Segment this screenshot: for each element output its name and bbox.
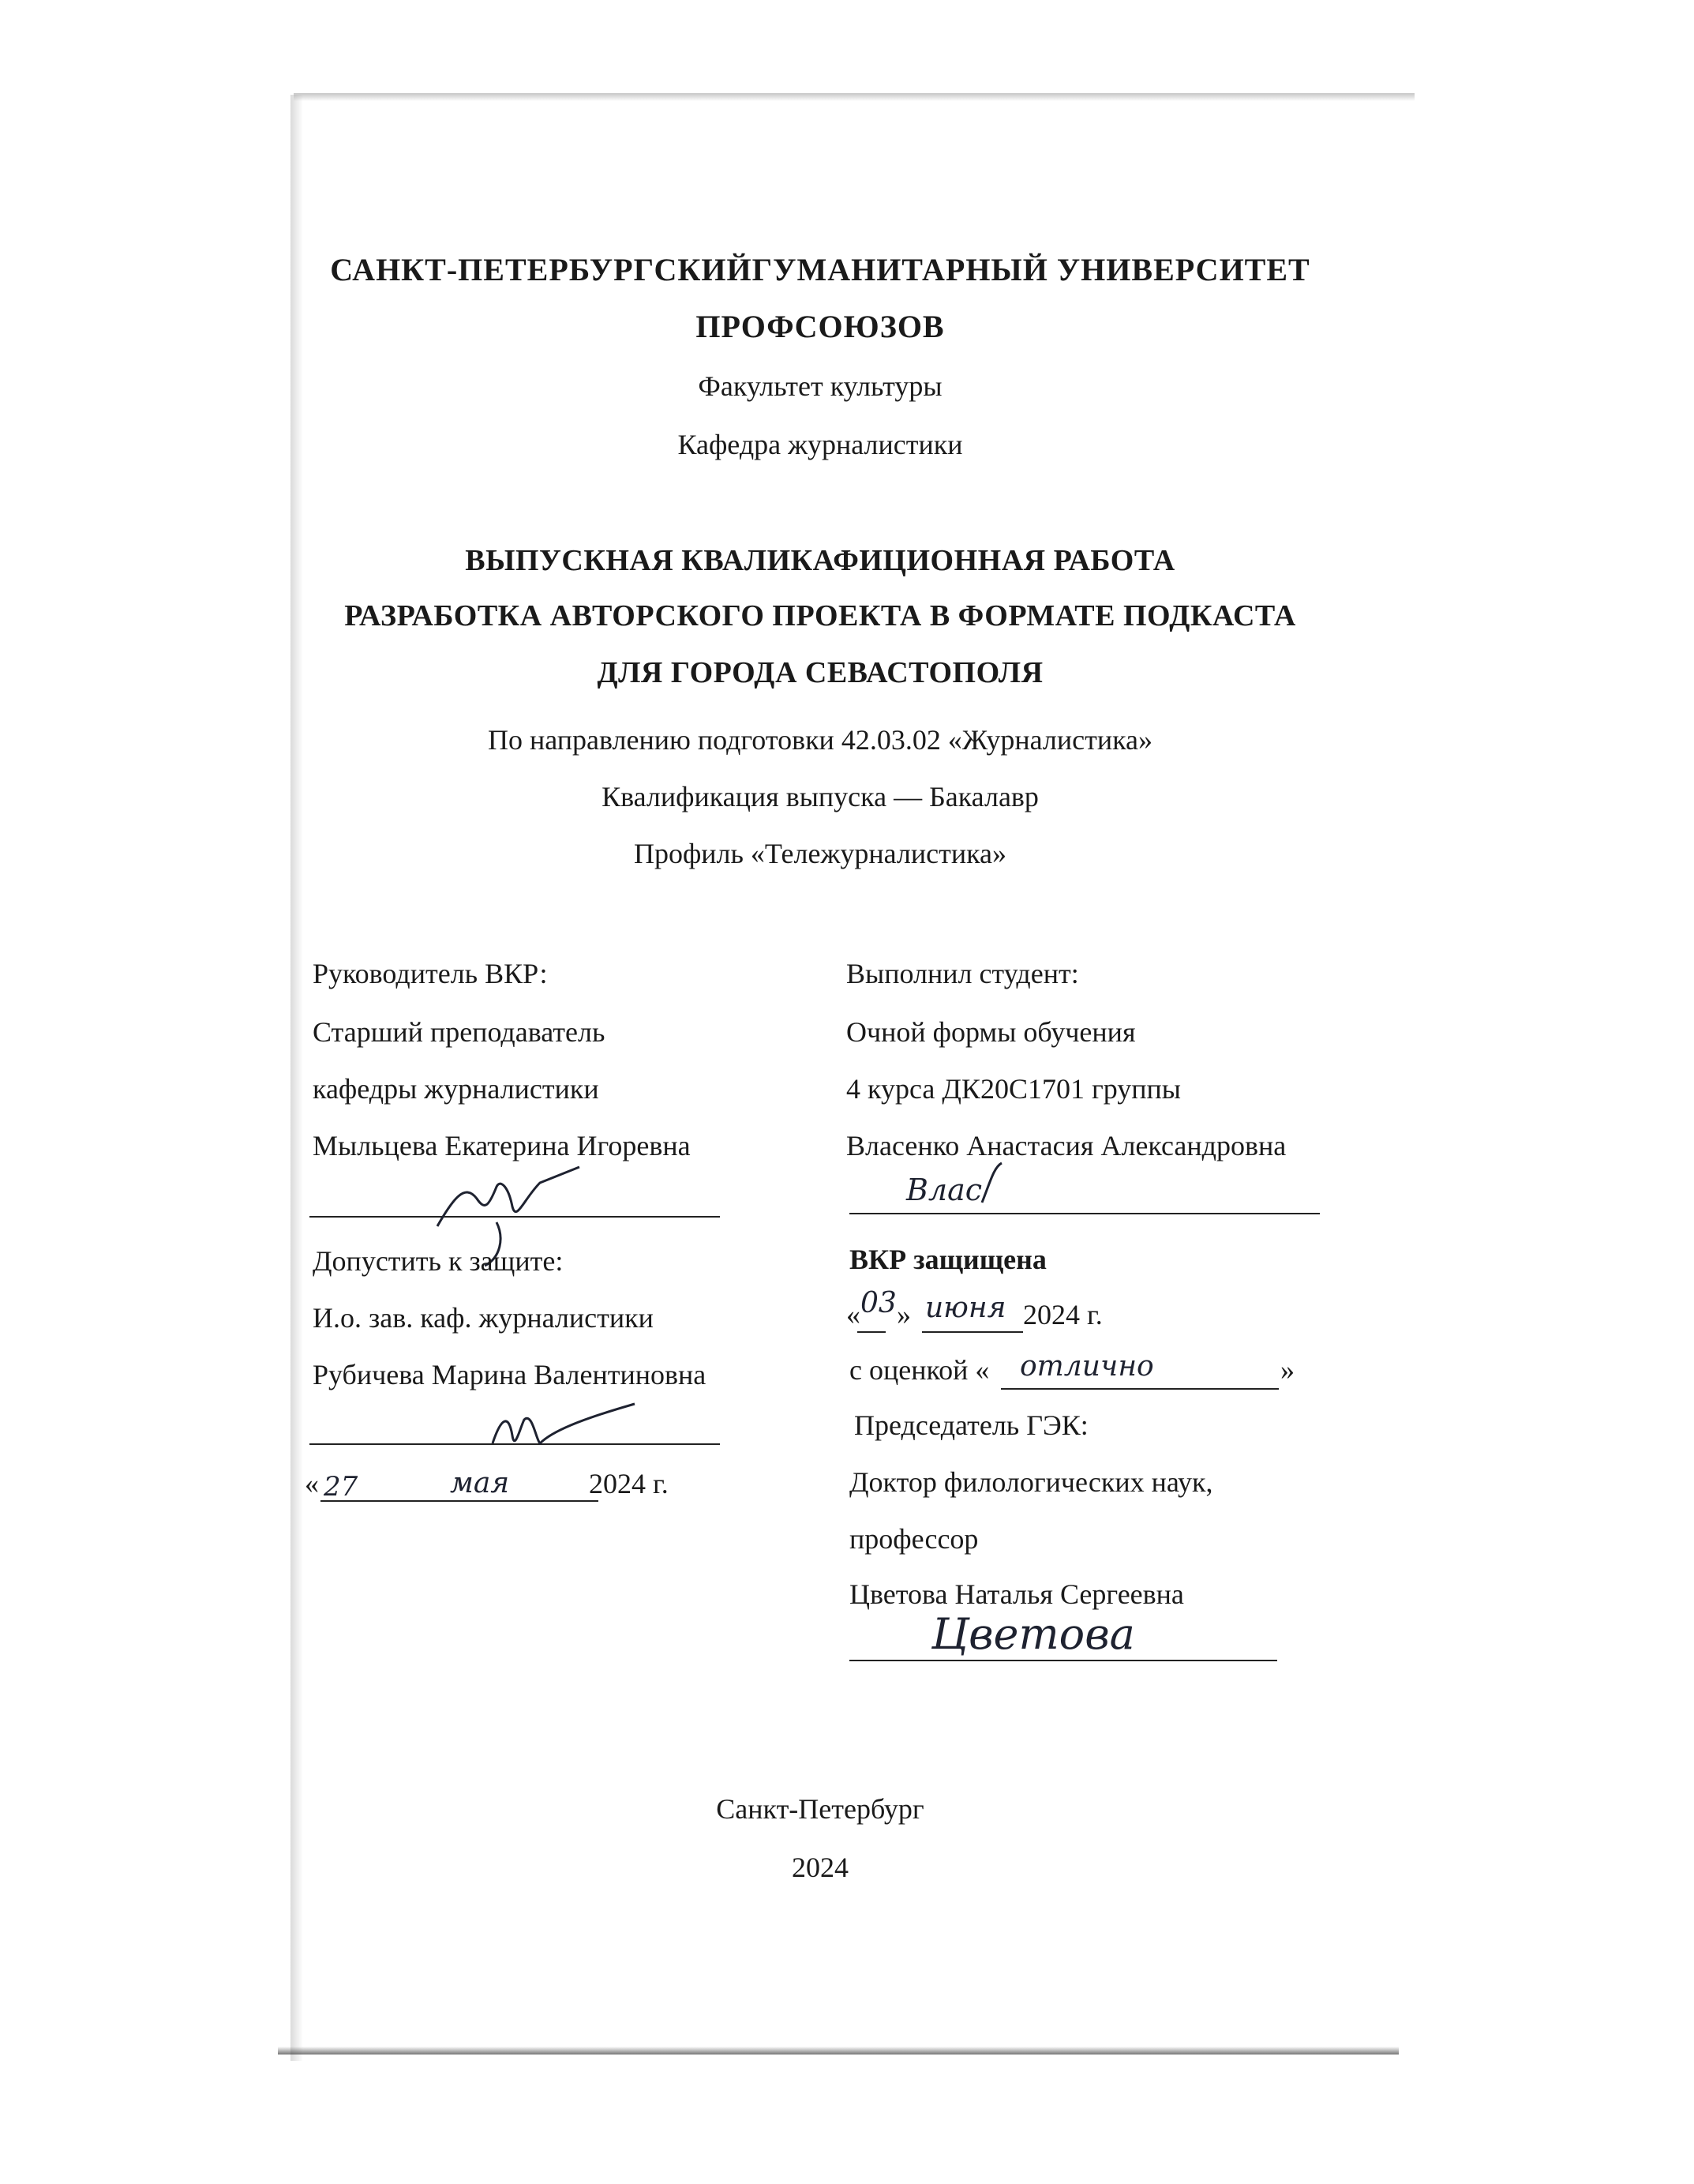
qualification: Квалификация выпуска — Бакалавр (602, 781, 1039, 812)
svg-text:03: 03 (860, 1287, 897, 1319)
svg-text:Цветова: Цветова (931, 1609, 1135, 1659)
title-page (303, 101, 1400, 2043)
city: Санкт-Петербург (716, 1793, 924, 1825)
grade-prefix: с оценкой « (849, 1354, 990, 1386)
defended-date-year: 2024 г. (1023, 1299, 1103, 1330)
admit-date-year: 2024 г. (589, 1468, 669, 1499)
grade-value (1017, 1342, 1222, 1390)
admit-date-month (445, 1459, 548, 1503)
head-name: Рубичева Марина Валентиновна (313, 1359, 706, 1390)
defended-label: ВКР защищена (849, 1244, 1047, 1275)
work-title-line2: ДЛЯ ГОРОДА СЕВАСТОПОЛЯ (597, 656, 1044, 689)
year: 2024 (792, 1852, 849, 1883)
student-label: Выполнил студент: (846, 958, 1079, 989)
defended-day-underline (857, 1331, 886, 1333)
student-name: Власенко Анастасия Александровна (846, 1130, 1287, 1161)
chair-name: Цветова Наталья Сергеевна (849, 1578, 1184, 1610)
supervisor-label: Руководитель ВКР: (313, 958, 548, 989)
admit-label: Допустить к защите: (313, 1245, 564, 1277)
defended-date-open-quote: « (846, 1299, 860, 1330)
chair-title: профессор (849, 1523, 979, 1555)
defended-date-close-quote: » (897, 1299, 911, 1330)
university-name-line1: САНКТ-ПЕТЕРБУРГСКИЙГУМАНИТАРНЫЙ УНИВЕРСИТЕТ (330, 252, 1310, 287)
scan-edge-left (290, 95, 303, 2061)
scan-edge-bottom (278, 2047, 1399, 2055)
faculty-name: Факультет культуры (698, 370, 943, 402)
head-signature (477, 1396, 666, 1467)
chair-label: Председатель ГЭК: (854, 1409, 1089, 1441)
profile: Профиль «Тележурналистика» (633, 838, 1007, 869)
svg-text:отлично: отлично (1020, 1350, 1154, 1383)
student-signature (903, 1159, 1029, 1214)
supervisor-name: Мыльцева Екатерина Игоревна (313, 1130, 691, 1161)
admit-date-open-quote: « (305, 1468, 319, 1499)
head-position: И.о. зав. каф. журналистики (313, 1302, 654, 1334)
work-title-line1: РАЗРАБОТКА АВТОРСКОГО ПРОЕКТА В ФОРМАТЕ ПОДКАСТА (344, 599, 1296, 632)
study-direction: По направлению подготовки 42.03.02 «Журналистика» (487, 724, 1153, 756)
svg-text:июня: июня (925, 1292, 1006, 1324)
defended-month-underline (922, 1331, 1023, 1333)
course-group: 4 курса ДК20С1701 группы (846, 1073, 1181, 1105)
svg-text:мая: мая (450, 1467, 510, 1499)
svg-text:Влас: Влас (906, 1173, 983, 1207)
grade-suffix: » (1280, 1354, 1295, 1386)
work-type: ВЫПУСКНАЯ КВАЛИКАФИЦИОННАЯ РАБОТА (465, 544, 1175, 577)
study-form: Очной формы обучения (846, 1016, 1136, 1048)
chair-signature (927, 1601, 1195, 1664)
svg-text:27: 27 (324, 1471, 358, 1503)
scan-edge-top (294, 93, 1415, 101)
department-name: Кафедра журналистики (677, 429, 963, 460)
chair-degree: Доктор филологических наук, (849, 1466, 1213, 1498)
supervisor-position: Старший преподаватель (313, 1016, 605, 1048)
supervisor-department: кафедры журналистики (313, 1073, 599, 1105)
university-name-line2: ПРОФСОЮЗОВ (695, 309, 945, 344)
